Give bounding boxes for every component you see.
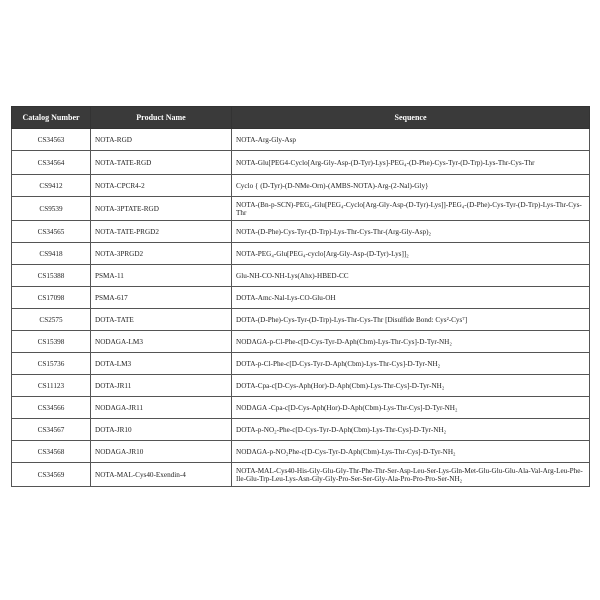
sequence-cell: NOTA-PEG₄-Glu[PEG₄-cyclo[Arg-Gly-Asp-(D-Tyr)-Lys]]₂ <box>232 243 590 265</box>
table-row <box>12 441 590 463</box>
catalog-number-cell: CS34565 <box>12 221 91 243</box>
sequence-cell: DOTA-(D-Phe)-Cys-Tyr-(D-Trp)-Lys-Thr-Cys-Thr [Disulfide Bond: Cys²-Cys⁷] <box>232 309 590 331</box>
table-row <box>12 243 590 265</box>
catalog-number-cell: CS9539 <box>12 197 91 221</box>
sequence-cell: Cyclo { (D-Tyr)-(D-NMe-Orn)-(AMBS-NOTA)-Arg-(2-Nal)-Gly} <box>232 175 590 197</box>
sequence-cell: NODAGA-p-Cl-Phe-c[D-Cys-Tyr-D-Aph(Cbm)-Lys-Thr-Cys]-D-Tyr-NH₂ <box>232 331 590 353</box>
sequence-cell: NOTA-Arg-Gly-Asp <box>232 129 590 151</box>
sequence-cell: NOTA-Glu[PEG4-Cyclo[Arg-Gly-Asp-(D-Tyr)-Lys]-PEG₄-(D-Phe)-Cys-Tyr-(D-Trp)-Lys-Thr-Cys-Thr <box>232 151 590 175</box>
product-name-cell: PSMA-617 <box>91 287 232 309</box>
sequence-cell: NOTA-MAL-Cys40-His-Gly-Glu-Gly-Thr-Phe-Thr-Ser-Asp-Leu-Ser-Lys-Gln-Met-Glu-Glu-Glu-Ala-Val-Arg-Leu-Phe-Ile-Glu-Trp-Leu-Lys-Asn-Gly-Gly-Pro-Ser-Ser-Gly-Ala-Pro-Pro-Pro-Ser-NH₂ <box>232 463 590 487</box>
product-name-cell: NOTA-3PTATE-RGD <box>91 197 232 221</box>
sequence-cell: NOTA-(Bn-p-SCN)-PEG₄-Glu[PEG₄-Cyclo[Arg-Gly-Asp-(D-Tyr)-Lys]]-PEG₄-(D-Phe)-Cys-Tyr-(D-Trp)-Lys-Thr-Cys-Thr <box>232 197 590 221</box>
product-name-cell: DOTA-JR11 <box>91 375 232 397</box>
header-product-name: Product Name <box>91 107 232 129</box>
catalog-number-cell: CS15736 <box>12 353 91 375</box>
table-row <box>12 397 590 419</box>
product-name-cell: NOTA-MAL-Cys40-Exendin-4 <box>91 463 232 487</box>
product-name-cell: DOTA-TATE <box>91 309 232 331</box>
sequence-cell: NODAGA -Cpa-c[D-Cys-Aph(Hor)-D-Aph(Cbm)-Lys-Thr-Cys]-D-Tyr-NH₂ <box>232 397 590 419</box>
table-row <box>12 331 590 353</box>
product-name-cell: NODAGA-LM3 <box>91 331 232 353</box>
catalog-number-cell: CS34564 <box>12 151 91 175</box>
product-name-cell: DOTA-LM3 <box>91 353 232 375</box>
table-row <box>12 353 590 375</box>
catalog-number-cell: CS15398 <box>12 331 91 353</box>
table-row <box>12 265 590 287</box>
product-name-cell: NODAGA-JR11 <box>91 397 232 419</box>
table-row <box>12 287 590 309</box>
table-header-row <box>12 107 590 129</box>
table-row <box>12 221 590 243</box>
sequence-cell: NOTA-(D-Phe)-Cys-Tyr-(D-Trp)-Lys-Thr-Cys-Thr-(Arg-Gly-Asp)₂ <box>232 221 590 243</box>
sequence-cell: DOTA-p-NO₂-Phe-c[D-Cys-Tyr-D-Aph(Cbm)-Lys-Thr-Cys]-D-Tyr-NH₂ <box>232 419 590 441</box>
table-row <box>12 419 590 441</box>
product-name-cell: NOTA-TATE-RGD <box>91 151 232 175</box>
table-row <box>12 463 590 487</box>
product-name-cell: PSMA-11 <box>91 265 232 287</box>
table-row <box>12 151 590 175</box>
table-row <box>12 129 590 151</box>
sequence-cell: DOTA-Amc-Nal-Lys-CO-Glu-OH <box>232 287 590 309</box>
table-row <box>12 309 590 331</box>
catalog-number-cell: CS34568 <box>12 441 91 463</box>
catalog-number-cell: CS34566 <box>12 397 91 419</box>
catalog-number-cell: CS17098 <box>12 287 91 309</box>
product-name-cell: NOTA-3PRGD2 <box>91 243 232 265</box>
product-name-cell: NOTA-RGD <box>91 129 232 151</box>
sequence-cell: NODAGA-p-NO₂Phe-c[D-Cys-Tyr-D-Aph(Cbm)-Lys-Thr-Cys]-D-Tyr-NH₂ <box>232 441 590 463</box>
catalog-number-cell: CS34563 <box>12 129 91 151</box>
sequence-cell: DOTA-Cpa-c[D-Cys-Aph(Hor)-D-Aph(Cbm)-Lys-Thr-Cys]-D-Tyr-NH₂ <box>232 375 590 397</box>
catalog-number-cell: CS9418 <box>12 243 91 265</box>
catalog-number-cell: CS9412 <box>12 175 91 197</box>
header-sequence: Sequence <box>232 107 590 129</box>
catalog-number-cell: CS34567 <box>12 419 91 441</box>
product-name-cell: DOTA-JR10 <box>91 419 232 441</box>
sequence-cell: DOTA-p-Cl-Phe-c[D-Cys-Tyr-D-Aph(Cbm)-Lys-Thr-Cys]-D-Tyr-NH₂ <box>232 353 590 375</box>
catalog-number-cell: CS34569 <box>12 463 91 487</box>
sequence-cell: Glu-NH-CO-NH-Lys(Ahx)-HBED-CC <box>232 265 590 287</box>
catalog-number-cell: CS15388 <box>12 265 91 287</box>
header-catalog-number: Catalog Number <box>12 107 91 129</box>
table-row <box>12 197 590 221</box>
product-table <box>11 106 590 487</box>
catalog-number-cell: CS2575 <box>12 309 91 331</box>
catalog-number-cell: CS11123 <box>12 375 91 397</box>
table-row <box>12 175 590 197</box>
table-row <box>12 375 590 397</box>
product-name-cell: NODAGA-JR10 <box>91 441 232 463</box>
product-name-cell: NOTA-TATE-PRGD2 <box>91 221 232 243</box>
product-name-cell: NOTA-CPCR4-2 <box>91 175 232 197</box>
